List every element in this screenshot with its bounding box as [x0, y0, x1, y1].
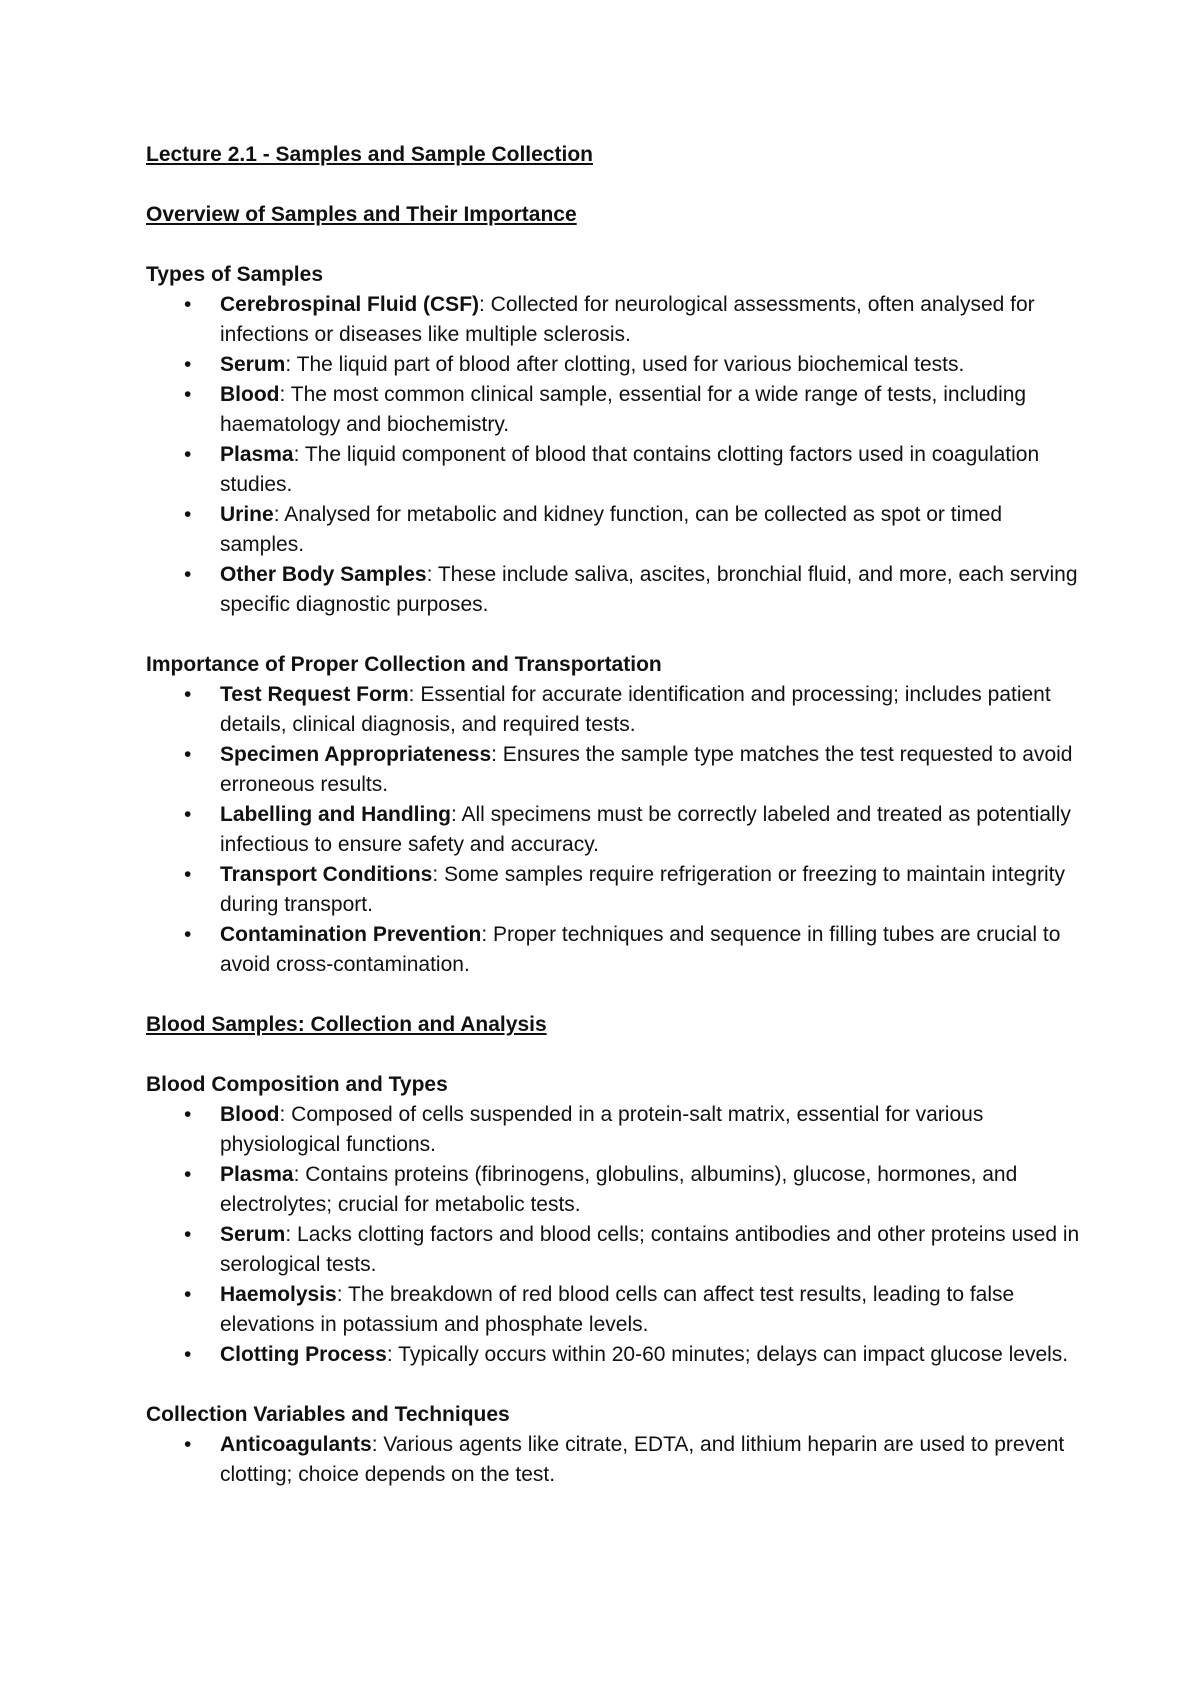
item-term: Test Request Form [220, 683, 409, 706]
list-item [146, 500, 1086, 560]
list-item [146, 1220, 1086, 1280]
item-term: Contamination Prevention [220, 923, 482, 946]
list-item [146, 380, 1086, 440]
list-item [146, 860, 1086, 920]
item-text: : Analysed for metabolic and kidney function, can be collected as spot or timed samples. [220, 503, 1003, 556]
item-text: : The liquid part of blood after clotting, used for various biochemical tests. [285, 353, 965, 376]
list-item [146, 560, 1086, 620]
item-term: Other Body Samples [220, 563, 427, 586]
item-term: Serum [220, 353, 286, 376]
spacer [146, 1370, 1086, 1400]
item-text: : Contains proteins (fibrinogens, globulins, albumins), glucose, hormones, and electrolytes; crucial for metabolic tests. [220, 1163, 1018, 1216]
spacer [146, 170, 1086, 200]
item-text: : Collected for neurological assessments, often analysed for infections or diseases like multiple sclerosis. [220, 293, 1035, 346]
item-term: Anticoagulants [220, 1433, 372, 1456]
list-item [146, 1100, 1086, 1160]
blood-heading: Blood Samples: Collection and Analysis [146, 1013, 547, 1036]
types-heading: Types of Samples [146, 263, 324, 286]
item-text: : Essential for accurate identification and processing; includes patient details, clinical diagnosis, and required tests. [220, 683, 1051, 736]
item-term: Plasma [220, 443, 294, 466]
spacer [146, 620, 1086, 650]
item-text: : The most common clinical sample, essential for a wide range of tests, including haematology and biochemistry. [220, 383, 1027, 436]
item-text: : Proper techniques and sequence in filling tubes are crucial to avoid cross-contamination. [220, 923, 1061, 976]
list-item [146, 920, 1086, 980]
composition-list [146, 1100, 1086, 1370]
spacer [146, 1040, 1086, 1070]
item-term: Haemolysis [220, 1283, 337, 1306]
types-list [146, 290, 1086, 620]
list-item [146, 1160, 1086, 1220]
collection-heading: Collection Variables and Techniques [146, 1403, 510, 1426]
item-text: : Composed of cells suspended in a protein-salt matrix, essential for various physiological functions. [220, 1103, 984, 1156]
list-item [146, 1280, 1086, 1340]
item-text: : Lacks clotting factors and blood cells; contains antibodies and other proteins used in serological tests. [220, 1223, 1080, 1276]
lecture-title: Lecture 2.1 - Samples and Sample Collection [146, 143, 593, 166]
item-term: Specimen Appropriateness [220, 743, 492, 766]
item-text: : Various agents like citrate, EDTA, and lithium heparin are used to prevent clotting; choice depends on the test. [220, 1433, 1065, 1486]
list-item [146, 740, 1086, 800]
item-text: : Some samples require refrigeration or freezing to maintain integrity during transport. [220, 863, 1065, 916]
item-term: Blood [220, 1103, 280, 1126]
item-text: : All specimens must be correctly labeled and treated as potentially infectious to ensure safety and accuracy. [220, 803, 1071, 856]
list-item [146, 1430, 1086, 1490]
item-term: Urine [220, 503, 274, 526]
item-text: : Ensures the sample type matches the test requested to avoid erroneous results. [220, 743, 1073, 796]
list-item [146, 440, 1086, 500]
spacer [146, 230, 1086, 260]
overview-heading: Overview of Samples and Their Importance [146, 203, 577, 226]
composition-heading: Blood Composition and Types [146, 1073, 448, 1096]
item-text: : These include saliva, ascites, bronchial fluid, and more, each serving specific diagnostic purposes. [220, 563, 1078, 616]
list-item [146, 800, 1086, 860]
item-text: : The breakdown of red blood cells can affect test results, leading to false elevations in potassium and phosphate levels. [220, 1283, 1015, 1336]
item-term: Blood [220, 383, 280, 406]
item-term: Transport Conditions [220, 863, 433, 886]
document-page [146, 140, 1086, 1490]
spacer [146, 980, 1086, 1010]
item-text: : The liquid component of blood that contains clotting factors used in coagulation studies. [220, 443, 1040, 496]
item-term: Labelling and Handling [220, 803, 451, 826]
item-term: Cerebrospinal Fluid (CSF) [220, 293, 480, 316]
list-item [146, 680, 1086, 740]
list-item [146, 1340, 1086, 1370]
importance-list [146, 680, 1086, 980]
list-item [146, 290, 1086, 350]
importance-heading: Importance of Proper Collection and Transportation [146, 653, 662, 676]
list-item [146, 350, 1086, 380]
item-term: Serum [220, 1223, 286, 1246]
item-text: : Typically occurs within 20-60 minutes; delays can impact glucose levels. [386, 1343, 1069, 1366]
item-term: Clotting Process [220, 1343, 387, 1366]
collection-list [146, 1430, 1086, 1490]
item-term: Plasma [220, 1163, 294, 1186]
